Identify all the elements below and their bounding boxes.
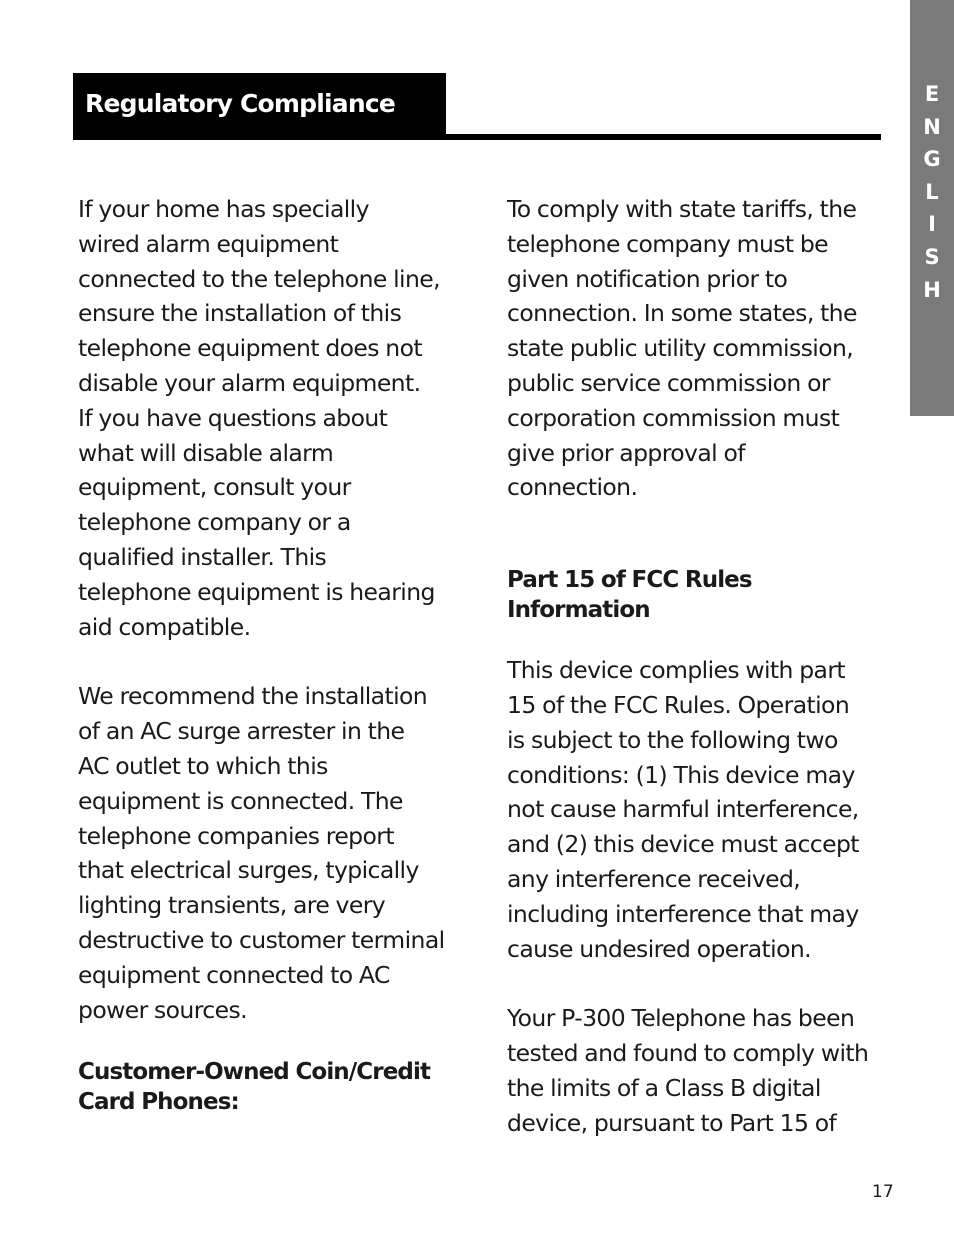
- language-letter: G: [923, 147, 941, 172]
- header-rule: [73, 134, 881, 140]
- class-b-paragraph: Your P-300 Telephone has been tested and found to comply with the limits of a Class B digital device, pursuant to Part 15 of: [507, 1004, 869, 1137]
- language-letter: I: [928, 212, 936, 237]
- state-tariffs-paragraph: To comply with state tariffs, the telephone company must be given notification prior to connection. In some states, the state public utility commission, public service commission or corporation commission must give prior approval of connection.: [507, 195, 857, 502]
- section-title: Regulatory Compliance: [85, 89, 396, 118]
- language-tab: [910, 0, 954, 416]
- language-tab-letters: [910, 78, 954, 306]
- left-column: [78, 192, 458, 1117]
- section-header: [73, 73, 446, 139]
- language-letter: S: [924, 244, 940, 269]
- fcc-rules-subheading: Part 15 of FCC Rules Information: [507, 567, 752, 624]
- language-letter: N: [923, 114, 941, 139]
- right-column: [507, 192, 887, 1141]
- alarm-equipment-paragraph: If your home has specially wired alarm equipment connected to the telephone line, ensure the installation of this telephone equipment does not disable your alarm equipment. If you have questions about what will disable alarm equipment, consult your telephone company or a qualified installer. This telephone equipment is hearing aid compatible.: [78, 195, 440, 641]
- language-letter: E: [924, 82, 940, 106]
- fcc-compliance-paragraph: This device complies with part 15 of the FCC Rules. Operation is subject to the following two conditions: (1) This device may not cause harmful interference, and (2) this device must accept any interference received, including interference that may cause undesired operation.: [507, 656, 859, 963]
- language-letter: L: [925, 179, 939, 204]
- surge-arrester-paragraph: We recommend the installation of an AC surge arrester in the AC outlet to which this equipment is connected. The telephone companies report that electrical surges, typically lighting transients, are very destructive to customer terminal equipment connected to AC power sources.: [78, 682, 445, 1024]
- coin-phones-subheading: Customer-Owned Coin/Credit Card Phones:: [78, 1059, 431, 1116]
- language-letter: H: [923, 277, 941, 302]
- page-number: 17: [872, 1182, 894, 1202]
